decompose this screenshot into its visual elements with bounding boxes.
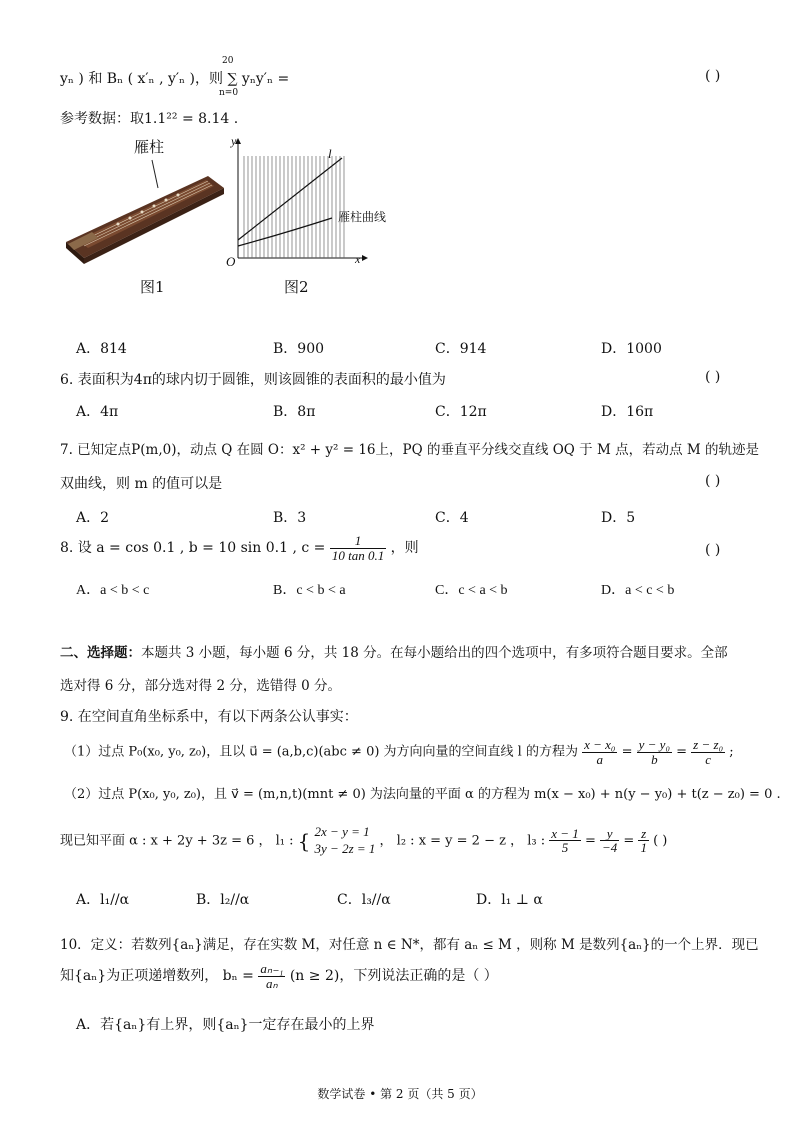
q10-frac-num: aₙ₋₁	[260, 961, 284, 976]
equals-sign: =	[621, 744, 633, 760]
q10-b-fraction	[258, 962, 285, 990]
q9-fact1-frac2-num: y − y₀	[638, 737, 670, 752]
q6-option-b[interactable]: B．8π	[273, 404, 316, 420]
q6-option-a[interactable]: A．4π	[76, 404, 119, 420]
q9-fact1-frac2	[637, 738, 672, 766]
q7-option-a[interactable]: A．2	[76, 510, 110, 526]
q9-fact1-frac1	[582, 738, 617, 766]
fig1-label-yanzhu: 雁柱	[134, 138, 165, 156]
q9-option-a[interactable]: A．l₁//α	[76, 892, 130, 908]
q7-option-c[interactable]: C．4	[435, 510, 469, 526]
fig2-origin-label: O	[226, 254, 236, 269]
q9-fact1-frac3-den: c	[705, 751, 712, 767]
q8-option-a[interactable]: A．a < b < c	[76, 583, 150, 598]
q9-fact1-frac1-den: a	[596, 751, 604, 767]
q9-option-c[interactable]: C．l₃//α	[337, 892, 391, 908]
q5-option-b[interactable]: B．900	[273, 341, 325, 357]
section2-line1: 本题共 3 小题，每小题 6 分，共 18 分。在每小题给出的四个选项中，有多项符合题目要求。全部	[141, 645, 728, 661]
q8-option-c[interactable]: C．c < a < b	[435, 583, 508, 598]
q10-line2	[60, 962, 498, 990]
q9-fact2: （2）过点 P(x₀, y₀, z₀)，且 v⃗ = (m,n,t)(mnt ≠ 0) 为法向量的平面 α 的方程为 m(x − x₀) + n(y − y₀) + t(z − z₀) = 0 .	[64, 787, 781, 802]
q5-sum-upper: 20	[222, 56, 234, 66]
q8-frac-num: 1	[330, 534, 386, 549]
q8-suffix: ，则	[390, 540, 419, 557]
q9-l1-system	[315, 824, 376, 858]
q9-l3-frac3-num: z	[638, 827, 649, 842]
fig2-curve-label: 雁柱曲线	[338, 210, 387, 224]
q9-known-prefix: 现已知平面 α : x + 2y + 3z = 6 ， l₁ :	[60, 833, 294, 849]
fig2-y-axis-label: y	[231, 134, 237, 148]
q5-sum-lower: n=0	[219, 88, 239, 98]
semicolon: ;	[729, 744, 734, 760]
q9-known	[60, 824, 667, 858]
q9-l3-frac1-den: 5	[561, 840, 569, 856]
q8-c-fraction	[330, 534, 386, 562]
q10-line2-suffix: (n ≥ 2)，下列说法正确的是（ ）	[289, 968, 498, 985]
q5-reference-data: 参考数据：取1.1²² = 8.14 .	[60, 111, 239, 127]
q5-tail-text: yₙ ) 和 Bₙ ( x′ₙ , y′ₙ )，则 ∑ yₙy′ₙ =	[60, 71, 290, 87]
q9-l1-eq2: 3y − 2z = 1	[314, 840, 376, 856]
q9-option-d[interactable]: D．l₁ ⊥ α	[476, 892, 543, 908]
equals-sign: =	[623, 833, 635, 849]
section2-header	[60, 641, 728, 661]
page-footer: 数学试卷 • 第 2 页（共 5 页）	[317, 1087, 483, 1101]
q9-l3-frac3-den: 1	[640, 840, 647, 856]
q7-question-line2: 双曲线，则 m 的值可以是	[60, 476, 223, 492]
q9-fact1-frac3	[691, 738, 725, 766]
q9-intro: 9. 在空间直角坐标系中，有以下两条公认事实：	[60, 709, 358, 725]
q9-known-mid: ， l₂ : x = y = 2 − z ， l₃ :	[379, 833, 546, 849]
q8-option-d[interactable]: D．a < c < b	[601, 583, 675, 598]
q9-l3-frac1-num: x − 1	[551, 825, 579, 841]
equals-sign: =	[584, 833, 596, 849]
q9-fact1-prefix: （1）过点 P₀(x₀, y₀, z₀)，且以 u⃗ = (a,b,c)(abc ≠ 0) 为方向向量的空间直线 l 的方程为	[64, 744, 578, 760]
q9-fact1	[64, 738, 734, 766]
fig2-graph	[222, 134, 372, 270]
q10-line1: 10．定义：若数列{aₙ}满足，存在实数 M，对任意 n ∈ N*，都有 aₙ ≤ M ，则称 M 是数列{aₙ}的一个上界．现已	[60, 937, 759, 953]
q5-option-c[interactable]: C．914	[435, 341, 487, 357]
q10-line2-prefix: 知{aₙ}为正项递增数列， bₙ =	[60, 968, 254, 985]
q6-answer-paren: ( )	[705, 369, 721, 385]
fig2-x-axis-label: x	[355, 252, 361, 266]
section2-line2: 选对得 6 分，部分选对得 2 分，选错得 0 分。	[60, 678, 342, 694]
q9-fact1-frac2-den: b	[651, 751, 658, 767]
q8-question	[60, 534, 419, 562]
q9-fact1-frac1-num: x − x₀	[584, 737, 616, 752]
q8-option-b[interactable]: B．c < b < a	[273, 583, 346, 598]
q9-answer-paren: ( )	[653, 833, 668, 849]
q6-question-text: 6. 表面积为4π的球内切于圆锥，则该圆锥的表面积的最小值为	[60, 372, 446, 388]
q8-frac-den: 10 tan 0.1	[331, 547, 385, 563]
section2-title: 二、选择题：	[60, 645, 141, 661]
fig2-line-label: l	[328, 146, 332, 161]
fig1-guzheng-image	[58, 150, 228, 270]
fig2-caption: 图2	[284, 278, 309, 296]
q9-l3-frac2-num: y	[600, 827, 619, 842]
q8-prefix: 8. 设 a = cos 0.1 , b = 10 sin 0.1 , c =	[60, 540, 326, 557]
q5-option-a[interactable]: A．814	[76, 341, 127, 357]
q9-fact1-frac3-num: z − z₀	[693, 737, 724, 752]
q7-answer-paren: ( )	[705, 473, 721, 489]
q9-l3-frac2-den: −4	[601, 840, 618, 856]
q9-l3-frac2	[600, 827, 619, 855]
q9-l3-frac3	[638, 827, 649, 855]
q6-option-c[interactable]: C．12π	[435, 404, 487, 420]
fig1-caption: 图1	[140, 278, 165, 296]
q5-option-d[interactable]: D．1000	[601, 341, 662, 357]
q7-question-line1: 7. 已知定点P(m,0)，动点 Q 在圆 O：x² + y² = 16上，PQ 的垂直平分线交直线 OQ 于 M 点，若动点 M 的轨迹是	[60, 442, 759, 458]
q7-option-b[interactable]: B．3	[273, 510, 307, 526]
q9-option-b[interactable]: B．l₂//α	[196, 892, 250, 908]
q9-l1-eq1: 2x − y = 1	[314, 824, 370, 839]
q10-frac-den: aₙ	[266, 975, 278, 991]
q10-option-a[interactable]: A．若{aₙ}有上界，则{aₙ}一定存在最小的上界	[76, 1017, 375, 1033]
q7-option-d[interactable]: D．5	[601, 510, 636, 526]
q9-l3-frac1	[549, 827, 581, 855]
brace: {	[297, 828, 311, 853]
equals-sign: =	[676, 744, 688, 760]
q6-option-d[interactable]: D．16π	[601, 404, 654, 420]
q5-answer-paren: ( )	[705, 68, 721, 84]
q8-answer-paren: ( )	[705, 542, 721, 558]
